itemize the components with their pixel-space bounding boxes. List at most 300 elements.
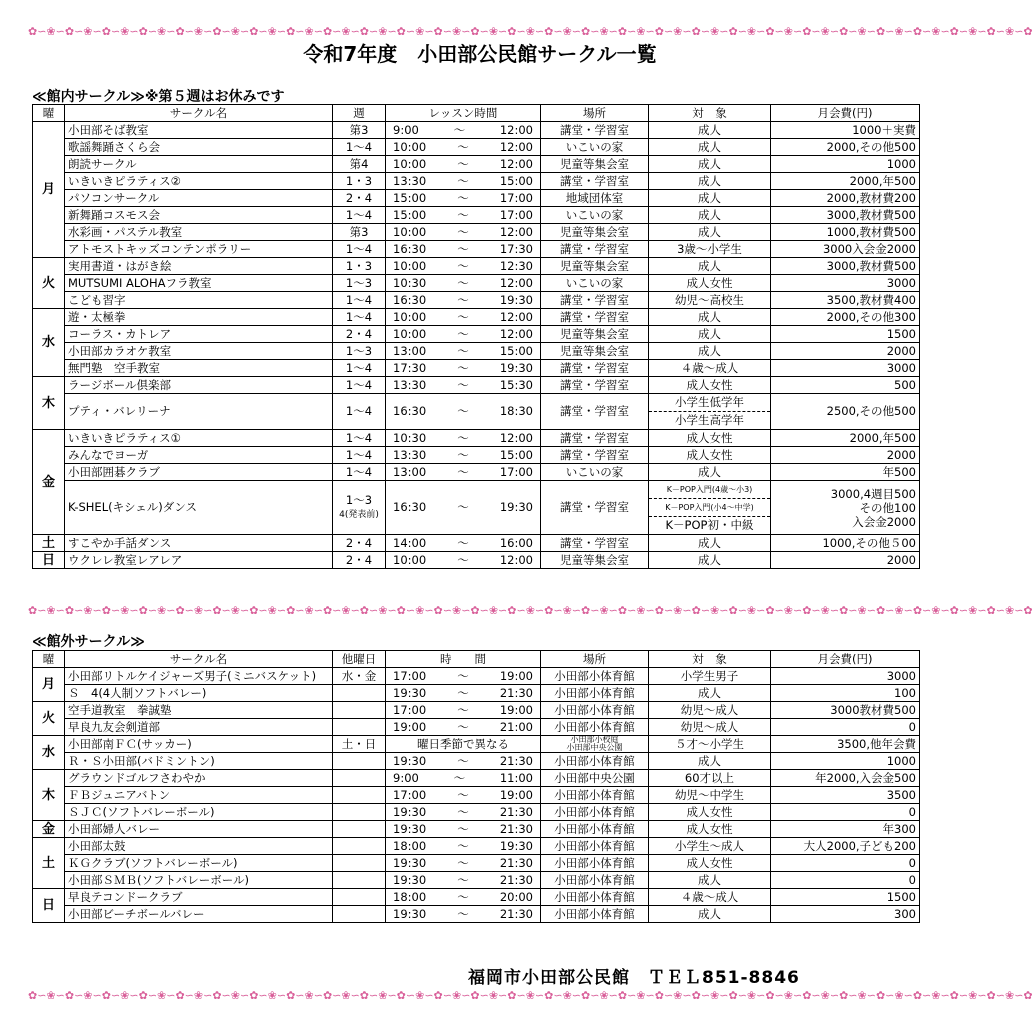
time-cell — [386, 535, 541, 552]
time-range — [389, 553, 537, 568]
time-cell — [386, 224, 541, 241]
fee: 3500 — [771, 787, 920, 804]
fee: 2000 — [771, 447, 920, 464]
start-time: 10:00 — [393, 552, 427, 567]
tilde: ～ — [457, 224, 469, 239]
tilde: ～ — [457, 447, 469, 462]
place-line: 小田部中央公園 — [566, 743, 623, 752]
circle-name: 小田部南ＦＣ(サッカー) — [65, 736, 333, 753]
time-cell — [386, 156, 541, 173]
table-row — [33, 889, 920, 906]
tilde: ～ — [457, 343, 469, 358]
table-row — [33, 360, 920, 377]
target-line: K－POP入門(4歳～小3) — [666, 485, 753, 494]
circle-name: 無門塾 空手教室 — [65, 360, 333, 377]
end-time: 17:00 — [499, 190, 533, 205]
table-row — [33, 190, 920, 207]
time-cell — [386, 719, 541, 736]
week-cell — [333, 535, 386, 552]
time-cell — [386, 464, 541, 481]
time-range — [389, 669, 537, 684]
end-time: 19:30 — [499, 360, 533, 375]
circle-name: ＳＪＣ(ソフトバレーボール) — [65, 804, 333, 821]
time-range — [389, 140, 537, 155]
tilde: ～ — [457, 685, 469, 700]
tilde: ～ — [457, 855, 469, 870]
inside-circle-table — [32, 104, 920, 569]
fee: 3000 — [771, 668, 920, 685]
start-time: 10:00 — [393, 139, 427, 154]
place: 地域団体室 — [541, 190, 649, 207]
end-time: 12:00 — [499, 309, 533, 324]
target: 成人 — [649, 685, 771, 702]
time-range — [389, 208, 537, 223]
day-cell: 火 — [33, 258, 65, 309]
time-range — [389, 720, 537, 735]
week-cell — [333, 326, 386, 343]
week-cell — [333, 224, 386, 241]
inside-section-heading: ≪館内サークル≫※第５週はお休みです — [32, 89, 285, 105]
outside-circle-table — [32, 650, 920, 923]
other-days: 土・日 — [333, 736, 386, 753]
fee: 年300 — [771, 821, 920, 838]
start-time: 16:30 — [393, 500, 427, 514]
time-range — [389, 465, 537, 480]
time-range — [389, 839, 537, 854]
other-days — [333, 804, 386, 821]
other-days: 水・金 — [333, 668, 386, 685]
start-time: 10:00 — [393, 309, 427, 324]
tilde: ～ — [457, 787, 469, 802]
time-cell — [386, 552, 541, 569]
time-range — [389, 856, 537, 871]
start-time: 9:00 — [393, 770, 419, 785]
time-range — [389, 276, 537, 291]
tilde: ～ — [457, 753, 469, 768]
day-cell: 木 — [33, 377, 65, 430]
start-time: 19:30 — [393, 753, 427, 768]
time-cell — [386, 753, 541, 770]
table-row — [33, 535, 920, 552]
target: ４歳～成人 — [649, 360, 771, 377]
start-time: 16:30 — [393, 292, 427, 307]
week-value: 1～4 — [345, 360, 373, 375]
week-value: 2・4 — [345, 326, 373, 341]
table-row — [33, 872, 920, 889]
column-header: 月会費(円) — [771, 651, 920, 668]
end-time: 19:00 — [499, 702, 533, 717]
circle-name: 早良テコンドークラブ — [65, 889, 333, 906]
target: 成人 — [649, 535, 771, 552]
target: 成人 — [649, 343, 771, 360]
start-time: 10:00 — [393, 224, 427, 239]
week-value: 1・3 — [345, 258, 373, 273]
fee: 3500,教材費400 — [771, 292, 920, 309]
time-cell — [386, 447, 541, 464]
target: 成人 — [649, 173, 771, 190]
place: 講堂・学習室 — [541, 481, 649, 535]
tilde: ～ — [457, 889, 469, 904]
start-time: 17:00 — [393, 702, 427, 717]
day-cell: 土 — [33, 838, 65, 889]
target: 成人 — [649, 552, 771, 569]
other-days — [333, 821, 386, 838]
week-value: 1～4 — [345, 139, 373, 154]
tilde: ～ — [457, 207, 469, 222]
place: 小田部小体育館 — [541, 753, 649, 770]
circle-name: グラウンドゴルフさわやか — [65, 770, 333, 787]
circle-name: ＦＢジュニアバトン — [65, 787, 333, 804]
circle-name: アトモストキッズコンテンポラリー — [65, 241, 333, 258]
start-time: 19:00 — [393, 719, 427, 734]
circle-name: パソコンサークル — [65, 190, 333, 207]
table-row — [33, 326, 920, 343]
end-time: 21:30 — [499, 804, 533, 819]
time-cell — [386, 855, 541, 872]
fee: 大人2000,子ども200 — [771, 838, 920, 855]
place: 小田部小体育館 — [541, 804, 649, 821]
end-time: 12:00 — [499, 275, 533, 290]
week-cell — [333, 241, 386, 258]
tilde: ～ — [457, 190, 469, 205]
table-row — [33, 736, 920, 753]
table-row — [33, 173, 920, 190]
week-value: 1～4 — [345, 404, 373, 418]
target: ４歳～成人 — [649, 889, 771, 906]
time-cell — [386, 377, 541, 394]
target: 成人 — [649, 906, 771, 923]
column-header: 対 象 — [649, 651, 771, 668]
end-time: 17:30 — [499, 241, 533, 256]
time-range — [389, 431, 537, 446]
circle-name: 小田部太鼓 — [65, 838, 333, 855]
target: 成人 — [649, 258, 771, 275]
table-row — [33, 343, 920, 360]
time-range — [389, 123, 537, 138]
target: 成人 — [649, 872, 771, 889]
start-time: 13:00 — [393, 464, 427, 479]
week-value: 1～4 — [345, 464, 373, 479]
week-value: 第3 — [349, 224, 369, 239]
week-note: 4(発表前) — [339, 509, 379, 520]
table-row — [33, 719, 920, 736]
time-cell — [386, 139, 541, 156]
footer-contact: 福岡市小田部公民館 ＴＥＬ851-8846 — [468, 968, 800, 988]
time-cell — [386, 241, 541, 258]
other-days — [333, 770, 386, 787]
fee: 1000,教材費500 — [771, 224, 920, 241]
tilde: ～ — [453, 122, 466, 137]
time-range — [389, 805, 537, 820]
place: 児童等集会室 — [541, 343, 649, 360]
target: 小学生～成人 — [649, 838, 771, 855]
place: 講堂・学習室 — [541, 292, 649, 309]
table-row — [33, 275, 920, 292]
start-time: 10:00 — [393, 156, 427, 171]
tilde: ～ — [457, 377, 469, 392]
fee-cell — [771, 481, 920, 535]
end-time: 15:00 — [499, 343, 533, 358]
fee: 1000,その他５00 — [771, 535, 920, 552]
end-time: 15:00 — [499, 173, 533, 188]
place: 小田部小体育館 — [541, 668, 649, 685]
time-range — [389, 293, 537, 308]
time-range — [389, 191, 537, 206]
end-time: 15:30 — [499, 377, 533, 392]
time-cell — [386, 668, 541, 685]
week-value: 1～4 — [345, 447, 373, 462]
time-range — [389, 771, 537, 786]
day-cell: 水 — [33, 309, 65, 377]
week-cell — [333, 139, 386, 156]
fee: 2000 — [771, 552, 920, 569]
end-time: 15:00 — [499, 447, 533, 462]
week-value: 1～3 — [345, 492, 373, 507]
end-time: 12:00 — [499, 552, 533, 567]
place: 講堂・学習室 — [541, 360, 649, 377]
end-time: 21:00 — [499, 719, 533, 734]
fee: 2000 — [771, 343, 920, 360]
circle-name: Ｒ・Ｓ小田部(バドミントン) — [65, 753, 333, 770]
start-time: 13:00 — [393, 343, 427, 358]
column-header: 場所 — [541, 651, 649, 668]
fee: 2000,その他300 — [771, 309, 920, 326]
circle-name: すこやか手話ダンス — [65, 535, 333, 552]
fee: 1000 — [771, 753, 920, 770]
flower-border-top: ✿∽❀∽✿∽❀∽✿∽❀∽✿∽❀∽✿∽❀∽✿∽❀∽✿∽❀∽✿∽❀∽✿∽❀∽✿∽❀∽✿∽❀∽✿∽❀∽✿∽❀∽✿∽❀∽✿∽❀∽✿∽❀∽✿∽❀∽✿∽❀∽✿∽❀∽✿∽❀∽✿∽❀∽✿∽❀∽✿∽❀∽✿∽❀∽✿∽❀∽✿∽❀∽✿∽❀∽✿ — [28, 25, 1033, 38]
start-time: 14:00 — [393, 535, 427, 550]
start-time: 19:30 — [393, 872, 427, 887]
week-value: 1～3 — [345, 343, 373, 358]
target: 成人女性 — [649, 430, 771, 447]
start-time: 13:30 — [393, 447, 427, 462]
time-text: 曜日季節で異なる — [417, 736, 509, 751]
column-header: 他曜日 — [333, 651, 386, 668]
table-row — [33, 770, 920, 787]
table-row — [33, 241, 920, 258]
circle-name: MUTSUMI ALOHAフラ教室 — [65, 275, 333, 292]
fee: 3000入会金2000 — [771, 241, 920, 258]
place: 講堂・学習室 — [541, 535, 649, 552]
column-header: レッスン時間 — [386, 105, 541, 122]
place: 児童等集会室 — [541, 224, 649, 241]
target: 成人 — [649, 139, 771, 156]
circle-name: プティ・バレリーナ — [65, 394, 333, 430]
end-time: 12:00 — [499, 156, 533, 171]
day-cell: 月 — [33, 122, 65, 258]
fee-line: その他100 — [859, 500, 916, 515]
target-cell — [649, 481, 771, 535]
circle-name: 早良九友会剣道部 — [65, 719, 333, 736]
fee: 3000 — [771, 275, 920, 292]
week-cell — [333, 190, 386, 207]
time-range — [389, 174, 537, 189]
end-time: 21:30 — [499, 685, 533, 700]
place: いこいの家 — [541, 207, 649, 224]
start-time: 13:30 — [393, 173, 427, 188]
circle-name: 歌謡舞踊さくら会 — [65, 139, 333, 156]
fee: 2000,年500 — [771, 430, 920, 447]
circle-name: ＫＧクラブ(ソフトバレーボール) — [65, 855, 333, 872]
time-range — [389, 907, 537, 922]
end-time: 12:00 — [499, 122, 533, 137]
fee: 2000,年500 — [771, 173, 920, 190]
week-cell — [333, 481, 386, 535]
page-title: 令和7年度 小田部公民館サークル一覧 — [303, 42, 657, 66]
place: 小田部小体育館 — [541, 719, 649, 736]
fee: 0 — [771, 855, 920, 872]
start-time: 10:30 — [393, 430, 427, 445]
table-row — [33, 464, 920, 481]
circle-name: 小田部リトルケイジャーズ男子(ミニバスケット) — [65, 668, 333, 685]
other-days — [333, 753, 386, 770]
day-cell: 火 — [33, 702, 65, 736]
table-row — [33, 685, 920, 702]
tilde: ～ — [457, 360, 469, 375]
table-row — [33, 481, 920, 535]
start-time: 19:30 — [393, 855, 427, 870]
column-header: 週 — [333, 105, 386, 122]
week-cell — [333, 430, 386, 447]
fee: 1000 — [771, 156, 920, 173]
time-cell — [386, 770, 541, 787]
column-header: 曜 — [33, 651, 65, 668]
time-cell — [386, 430, 541, 447]
table-row — [33, 430, 920, 447]
tilde: ～ — [457, 906, 469, 921]
time-cell — [386, 804, 541, 821]
week-value: 1～4 — [345, 430, 373, 445]
target: 成人 — [649, 122, 771, 139]
start-time: 19:30 — [393, 906, 427, 921]
target: 成人女性 — [649, 821, 771, 838]
week-cell — [333, 377, 386, 394]
target-line: 小学生高学年 — [649, 411, 770, 429]
flower-border-middle: ✿∽❀∽✿∽❀∽✿∽❀∽✿∽❀∽✿∽❀∽✿∽❀∽✿∽❀∽✿∽❀∽✿∽❀∽✿∽❀∽✿∽❀∽✿∽❀∽✿∽❀∽✿∽❀∽✿∽❀∽✿∽❀∽✿∽❀∽✿∽❀∽✿∽❀∽✿∽❀∽✿∽❀∽✿∽❀∽✿∽❀∽✿∽❀∽✿∽❀∽✿∽❀∽✿∽❀∽✿ — [28, 604, 1033, 617]
time-cell — [386, 702, 541, 719]
tilde: ～ — [457, 292, 469, 307]
target: 成人 — [649, 309, 771, 326]
tilde: ～ — [457, 535, 469, 550]
place: 小田部小体育館 — [541, 821, 649, 838]
tilde: ～ — [457, 139, 469, 154]
other-days — [333, 685, 386, 702]
place: 講堂・学習室 — [541, 430, 649, 447]
table-row — [33, 855, 920, 872]
circle-name: 小田部囲碁クラブ — [65, 464, 333, 481]
target: 成人女性 — [649, 804, 771, 821]
fee-line: 3000,4週目500 — [830, 486, 916, 501]
tilde: ～ — [457, 702, 469, 717]
table-row — [33, 447, 920, 464]
place: 小田部小体育館 — [541, 872, 649, 889]
place: 講堂・学習室 — [541, 377, 649, 394]
time-cell — [386, 207, 541, 224]
table-row — [33, 552, 920, 569]
place: 小田部小体育館 — [541, 787, 649, 804]
time-cell — [386, 787, 541, 804]
week-cell — [333, 156, 386, 173]
fee: 1000＋実費 — [771, 122, 920, 139]
time-cell — [386, 292, 541, 309]
week-value: 1～4 — [345, 207, 373, 222]
week-cell — [333, 309, 386, 326]
target: 成人女性 — [649, 855, 771, 872]
end-time: 12:00 — [499, 139, 533, 154]
end-time: 21:30 — [499, 753, 533, 768]
end-time: 20:00 — [499, 889, 533, 904]
target-line: K－POP初・中級 — [649, 516, 770, 534]
time-cell — [386, 838, 541, 855]
circle-name: 小田部そば教室 — [65, 122, 333, 139]
circle-name: 新舞踊コスモス会 — [65, 207, 333, 224]
circle-name: 水彩画・パステル教室 — [65, 224, 333, 241]
start-time: 15:00 — [393, 190, 427, 205]
end-time: 21:30 — [499, 906, 533, 921]
week-value: 1～4 — [345, 309, 373, 324]
time-range — [389, 259, 537, 274]
table-row — [33, 804, 920, 821]
target: 成人女性 — [649, 447, 771, 464]
circle-name: 遊・太極拳 — [65, 309, 333, 326]
table-header-row — [33, 651, 920, 668]
tilde: ～ — [457, 668, 469, 683]
column-header: 場所 — [541, 105, 649, 122]
fee: 0 — [771, 719, 920, 736]
time-range — [389, 754, 537, 769]
target: 成人 — [649, 156, 771, 173]
other-days — [333, 889, 386, 906]
target: 幼児～中学生 — [649, 787, 771, 804]
flower-border-bottom: ✿∽❀∽✿∽❀∽✿∽❀∽✿∽❀∽✿∽❀∽✿∽❀∽✿∽❀∽✿∽❀∽✿∽❀∽✿∽❀∽✿∽❀∽✿∽❀∽✿∽❀∽✿∽❀∽✿∽❀∽✿∽❀∽✿∽❀∽✿∽❀∽✿∽❀∽✿∽❀∽✿∽❀∽✿∽❀∽✿∽❀∽✿∽❀∽✿∽❀∽✿∽❀∽✿∽❀∽✿ — [28, 989, 1033, 1002]
table-row — [33, 668, 920, 685]
time-cell — [386, 481, 541, 535]
tilde: ～ — [457, 500, 469, 514]
start-time: 19:30 — [393, 804, 427, 819]
tilde: ～ — [457, 430, 469, 445]
tilde: ～ — [457, 156, 469, 171]
target: 成人 — [649, 224, 771, 241]
place: 小田部小体育館 — [541, 889, 649, 906]
fee: 0 — [771, 804, 920, 821]
fee: 3500,他年会費 — [771, 736, 920, 753]
table-row — [33, 394, 920, 430]
start-time: 17:30 — [393, 360, 427, 375]
week-value: 1～4 — [345, 377, 373, 392]
fee: 500 — [771, 377, 920, 394]
place: 小田部中央公園 — [541, 770, 649, 787]
column-header: 曜 — [33, 105, 65, 122]
week-cell — [333, 173, 386, 190]
time-range — [389, 361, 537, 376]
target: 成人 — [649, 190, 771, 207]
tilde: ～ — [457, 552, 469, 567]
table-row — [33, 906, 920, 923]
tilde: ～ — [457, 173, 469, 188]
start-time: 17:00 — [393, 787, 427, 802]
time-cell — [386, 343, 541, 360]
fee: 年500 — [771, 464, 920, 481]
time-range — [389, 686, 537, 701]
fee: 3000,教材費500 — [771, 258, 920, 275]
table-row — [33, 258, 920, 275]
target-line: K－POP入門(小4～中学) — [649, 498, 770, 516]
day-cell: 日 — [33, 889, 65, 923]
other-days — [333, 787, 386, 804]
day-cell: 水 — [33, 736, 65, 770]
place-line: 小田部小校庭 — [570, 735, 619, 744]
column-header: 時 間 — [386, 651, 541, 668]
